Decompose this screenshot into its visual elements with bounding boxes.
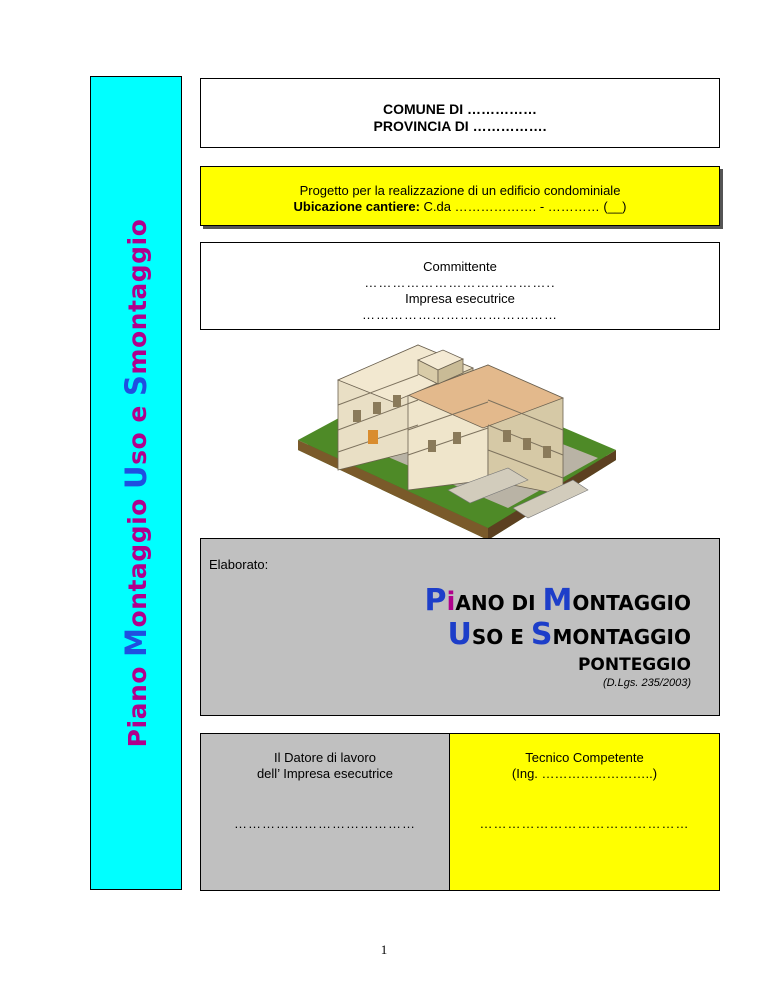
committente-dots: ………………………………….. <box>364 275 556 290</box>
progetto-description: Progetto per la realizzazione di un edificio condominiale <box>299 183 621 198</box>
building-illustration <box>298 340 616 540</box>
title-cap: S <box>530 617 553 652</box>
datore-line2: dell’ Impresa esecutrice <box>256 766 394 781</box>
sidebar-title-cap: U <box>119 464 153 489</box>
legal-reference: (D.Lgs. 235/2003) <box>602 677 691 689</box>
sidebar-title <box>119 219 153 748</box>
title-cap: M <box>542 583 573 618</box>
page-number: 1 <box>380 942 388 957</box>
title-cap: P <box>424 583 447 618</box>
ponteggio-label: PONTEGGIO <box>577 655 691 675</box>
tecnico-line1: Tecnico Competente <box>525 750 644 765</box>
title-text: MONTAGGIO <box>552 625 691 649</box>
datore-line1: Il Datore di lavoro <box>274 750 376 765</box>
comune-box <box>200 78 720 148</box>
title-text: ONTAGGIO <box>572 591 691 615</box>
ubicazione-line <box>201 199 719 215</box>
title-uso-e-smontaggio <box>448 617 691 652</box>
title-text: ANO DI <box>455 591 543 615</box>
impresa-dots: …………………………………… <box>362 307 558 322</box>
title-cap: i <box>446 587 456 617</box>
tecnico-signature-dots: ……………………………………… <box>479 816 690 831</box>
tecnico-line2: (Ing. ……………………..) <box>511 766 658 781</box>
title-text: SO E <box>471 625 531 649</box>
ubicazione-label: Ubicazione cantiere: <box>293 199 420 214</box>
sidebar-title-part: so e <box>123 395 152 465</box>
impresa-label: Impresa esecutrice <box>405 291 515 306</box>
sidebar-title-cap: M <box>119 627 153 657</box>
committente-box <box>200 242 720 330</box>
sidebar-title-part: montaggio <box>123 218 152 375</box>
elaborato-label: Elaborato: <box>209 557 269 572</box>
elaborato-box <box>200 538 720 716</box>
comune-line: COMUNE DI …………… <box>383 101 537 117</box>
progetto-box <box>200 166 720 226</box>
sidebar-title-part: ontaggio <box>123 488 152 628</box>
tecnico-signature-box <box>449 733 720 891</box>
sidebar-title-band <box>90 76 182 890</box>
title-piano-di-montaggio <box>424 583 691 618</box>
committente-label: Committente <box>423 259 497 274</box>
sidebar-title-cap: S <box>119 374 153 396</box>
provincia-line: PROVINCIA DI ……………. <box>373 118 547 134</box>
sidebar-title-part: Piano <box>123 656 152 748</box>
datore-title <box>201 750 449 782</box>
tecnico-title <box>450 750 719 782</box>
ubicazione-value: C.da ………………. - ………… (__) <box>419 199 627 214</box>
datore-signature-dots: ………………………………… <box>234 816 416 831</box>
title-cap: U <box>447 617 472 652</box>
datore-signature-box <box>200 733 449 891</box>
